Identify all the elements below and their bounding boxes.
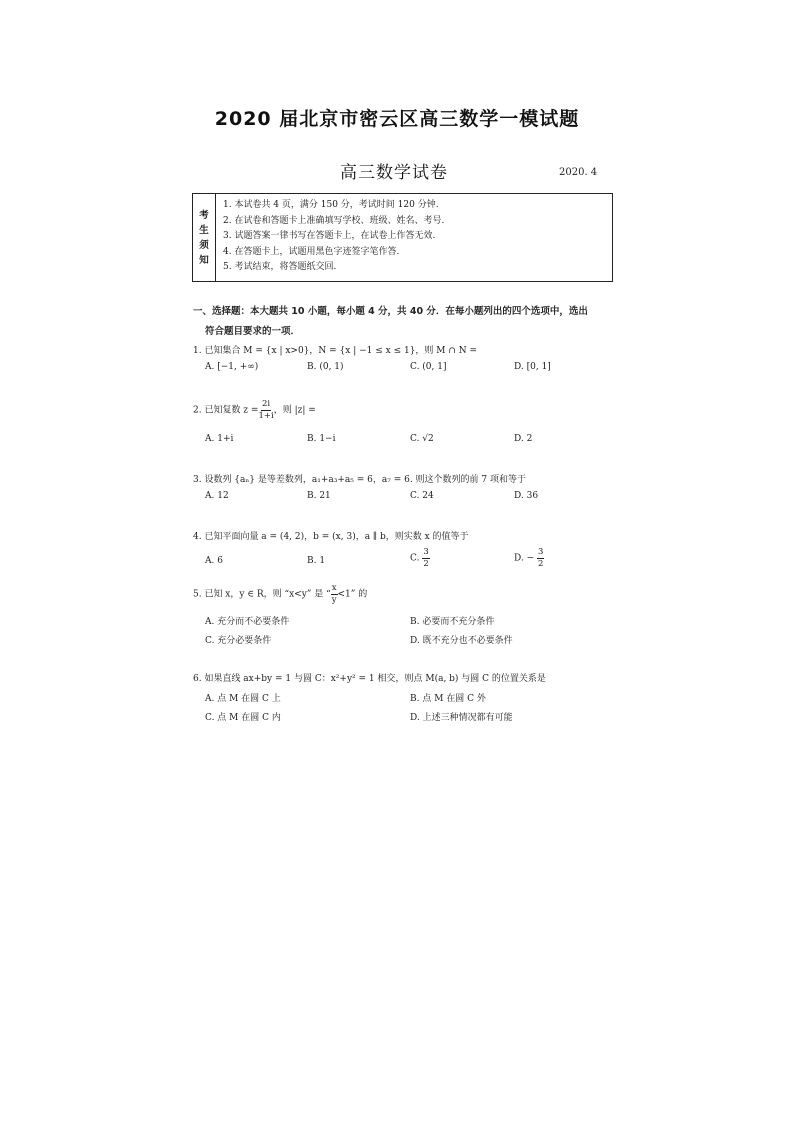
option-c-fraction — [422, 548, 429, 568]
question-6-option-a: A. 点 M 在圆 C 上 — [205, 694, 281, 704]
question-2-fraction — [258, 400, 273, 420]
notice-item: 3. 试题答案一律书写在答题卡上，在试卷上作答无效. — [223, 231, 436, 241]
question-2-option-c: C. √2 — [410, 434, 434, 444]
notice-label-char: 须 — [199, 239, 209, 251]
question-2-stem-pre: 2. 已知复数 z = — [193, 405, 259, 416]
question-6-option-b: B. 点 M 在圆 C 外 — [410, 694, 486, 704]
option-prefix: D. − — [514, 553, 535, 564]
question-3-option-c: C. 24 — [410, 491, 434, 501]
question-2-option-d: D. 2 — [514, 434, 533, 444]
notice-item: 4. 在答题卡上，试题用黑色字迹签字笔作答. — [223, 246, 400, 257]
fraction-numerator: 3 — [538, 547, 544, 557]
option-d-fraction — [537, 548, 544, 568]
notice-label — [193, 194, 216, 281]
question-4-option-a: A. 6 — [205, 556, 223, 566]
section-heading-cont: 符合题目要求的一项． — [205, 326, 301, 337]
question-1-option-c: C. (0, 1] — [410, 362, 447, 372]
option-prefix: C. — [410, 553, 420, 564]
notice-item: 2. 在试卷和答题卡上准确填写学校、班级、姓名、考号. — [223, 215, 445, 226]
notice-label-char: 知 — [199, 254, 209, 266]
fraction-denominator: 2 — [538, 558, 544, 569]
question-1-option-d: D. [0, 1] — [514, 362, 551, 372]
question-2-stem-post: ，则 |z| = — [273, 405, 316, 416]
exam-date: 2020. 4 — [559, 167, 598, 178]
question-5-stem-pre: 5. 已知 x，y ∈ R，则 “x<y” 是 “ — [193, 589, 331, 600]
exam-subtitle: 高三数学试卷 — [340, 163, 448, 183]
fraction-denominator: y — [331, 594, 337, 605]
question-2-option-a: A. 1+i — [205, 434, 234, 444]
document-title: 2020 届北京市密云区高三数学一模试题 — [214, 108, 580, 130]
question-4-stem: 4. 已知平面向量 a = (4, 2)，b = (x, 3)，a ∥ b，则实数 x 的值等于 — [193, 532, 469, 542]
question-3-stem: 3. 设数列 {aₙ} 是等差数列，a₁+a₃+a₅ = 6，a₇ = 6. 则这个数列的前 7 项和等于 — [193, 475, 527, 485]
fraction-denominator: 1+i — [258, 410, 274, 421]
question-4-option-d — [514, 548, 544, 568]
question-2-stem — [193, 400, 316, 420]
section-heading: 一、选择题：本大题共 10 小题，每小题 4 分，共 40 分．在每小题列出的四个选项中，选出 — [193, 306, 588, 317]
fraction-numerator: x — [331, 583, 337, 593]
question-5-stem — [193, 584, 367, 604]
question-5-option-c: C. 充分必要条件 — [205, 636, 272, 646]
question-4-option-c — [410, 548, 430, 568]
question-1-stem: 1. 已知集合 M = {x | x>0}，N = {x | −1 ≤ x ≤ 1}，则 M ∩ N = — [193, 346, 478, 356]
question-5-stem-post: <1” 的 — [337, 589, 368, 600]
fraction-numerator: 3 — [423, 547, 429, 557]
question-5-option-d: D. 既不充分也不必要条件 — [410, 636, 513, 646]
question-1-option-a: A. [−1, +∞) — [205, 362, 259, 372]
question-3-option-d: D. 36 — [514, 491, 539, 501]
question-5-fraction — [331, 584, 338, 604]
question-5-option-b: B. 必要而不充分条件 — [410, 617, 495, 627]
question-2-option-b: B. 1−i — [307, 434, 336, 444]
notice-item: 5. 考试结束，将答题纸交回. — [223, 262, 337, 272]
question-5-option-a: A. 充分而不必要条件 — [205, 617, 290, 627]
question-6-option-c: C. 点 M 在圆 C 内 — [205, 713, 281, 723]
question-4-option-b: B. 1 — [307, 556, 326, 566]
notice-list — [223, 198, 444, 276]
question-3-option-a: A. 12 — [205, 491, 229, 501]
question-6-option-d: D. 上述三种情况都有可能 — [410, 713, 513, 723]
notice-item: 1. 本试卷共 4 页，满分 150 分，考试时间 120 分钟. — [223, 200, 439, 210]
exam-notice-box — [192, 193, 613, 282]
question-6-stem: 6. 如果直线 ax+by = 1 与圆 C：x²+y² = 1 相交，则点 M(a, b) 与圆 C 的位置关系是 — [193, 674, 546, 684]
fraction-denominator: 2 — [423, 558, 429, 569]
notice-label-char: 考 — [199, 209, 209, 221]
question-3-option-b: B. 21 — [307, 491, 331, 501]
question-1-option-b: B. (0, 1) — [307, 362, 344, 372]
notice-label-char: 生 — [199, 224, 209, 236]
fraction-numerator: 2i — [262, 399, 271, 409]
